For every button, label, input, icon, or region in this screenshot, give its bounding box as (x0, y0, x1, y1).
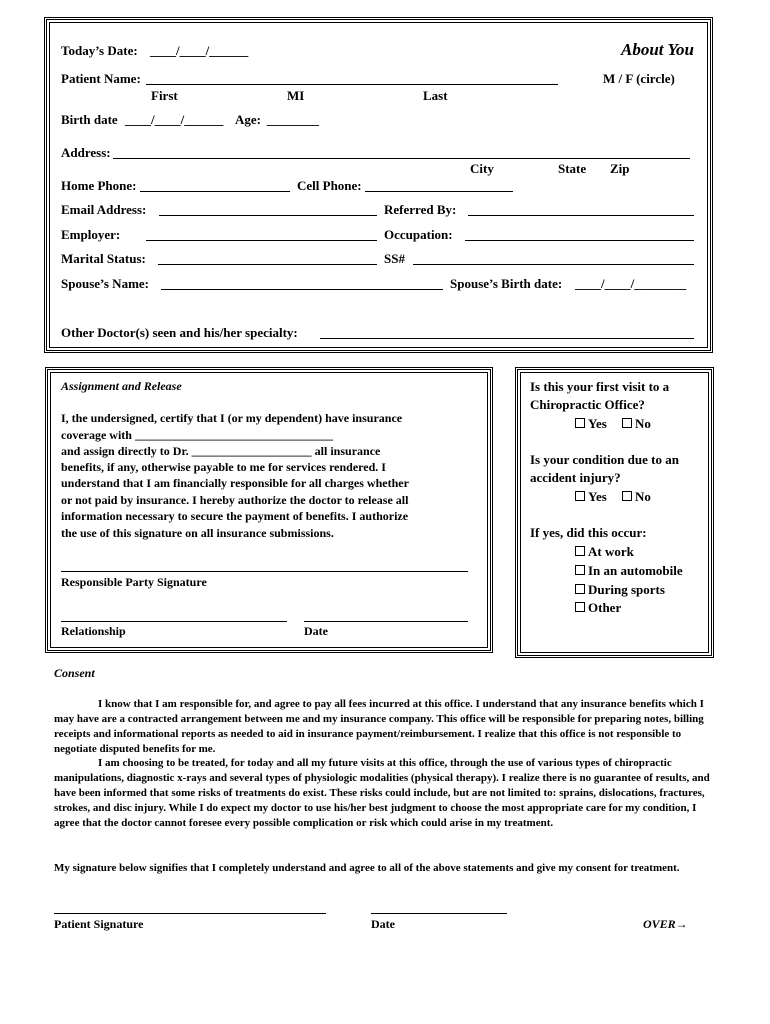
checkbox-icon (575, 565, 585, 575)
marital-status-label: Marital Status: (61, 251, 146, 266)
todays-date-label: Today’s Date: (61, 43, 138, 58)
assignment-text-line: and assign directly to Dr. ____________________ all insurance (61, 444, 381, 458)
assignment-text-line: I, the undersigned, certify that I (or my dependent) have insurance (61, 411, 403, 425)
yes-label: Yes (588, 489, 607, 504)
birth-date-label: Birth date (61, 112, 118, 127)
accident-question-cont: accident injury? (530, 470, 621, 485)
home-phone-field[interactable] (140, 191, 290, 192)
over-label: OVER→ (643, 917, 688, 931)
occupation-field[interactable] (465, 240, 694, 241)
other-doctor-label: Other Doctor(s) seen and his/her specialty: (61, 325, 298, 340)
at-work-checkbox[interactable] (575, 544, 634, 560)
first-visit-yes-checkbox[interactable] (575, 416, 607, 432)
relationship-label: Relationship (61, 624, 126, 638)
assignment-text-line: benefits, if any, otherwise payable to me for services rendered. I (61, 460, 386, 474)
checkbox-icon (575, 546, 585, 556)
assignment-text-line: understand that I am financially responsible for all charges whether (61, 476, 409, 490)
marital-status-field[interactable] (158, 264, 377, 265)
consent-paragraph-1 (54, 697, 718, 757)
no-label: No (635, 416, 651, 431)
assignment-text-line: information necessary to secure the payment of benefits. I authorize (61, 509, 409, 523)
consent-text: I know that I am responsible for, and agree to pay all fees incurred at this office. I understand that any insurance benefits which I may have are a contracted arrangement between me and my insurance company. This office will be responsible for preparing notes, billing receipts and informational reports as needed to aid in insurance payment/reimbursement. I realize that this office is not responsible to negotiate disputed benefits for me. (54, 698, 704, 755)
checkbox-icon (622, 491, 632, 501)
no-label: No (635, 489, 651, 504)
patient-signature-field[interactable] (54, 913, 326, 914)
consent-paragraph-2 (54, 756, 718, 831)
zip-caption: Zip (610, 161, 630, 176)
email-field[interactable] (159, 215, 377, 216)
checkbox-icon (575, 418, 585, 428)
first-name-caption: First (151, 88, 178, 103)
yes-label: Yes (588, 416, 607, 431)
other-label: Other (588, 600, 622, 615)
employer-field[interactable] (146, 240, 377, 241)
assignment-date-label: Date (304, 624, 328, 638)
sports-checkbox[interactable] (575, 582, 665, 598)
referred-by-field[interactable] (468, 215, 694, 216)
assignment-text-line: or not paid by insurance. I hereby authorize the doctor to release all (61, 493, 409, 507)
employer-label: Employer: (61, 227, 121, 242)
responsible-party-signature-field[interactable] (61, 571, 468, 572)
consent-date-field[interactable] (371, 913, 507, 914)
last-name-caption: Last (423, 88, 448, 103)
address-field[interactable] (113, 158, 690, 159)
checkbox-icon (575, 584, 585, 594)
patient-signature-label: Patient Signature (54, 917, 144, 931)
cell-phone-field[interactable] (365, 191, 513, 192)
consent-paragraph-3 (54, 861, 718, 876)
patient-name-field[interactable] (146, 84, 558, 85)
accident-no-checkbox[interactable] (622, 489, 651, 505)
consent-date-label: Date (371, 917, 395, 931)
assignment-text-line: coverage with _________________________________ (61, 428, 333, 442)
state-caption: State (558, 161, 587, 176)
occurrence-question: If yes, did this occur: (530, 525, 647, 540)
middle-initial-caption: MI (287, 88, 305, 103)
consent-text: I am choosing to be treated, for today and all my future visits at this office, through the use of various types of chiropractic manipulations, diagnostic x-rays and several types of physiologic modalities (physical therapy). I realize there is no guarantee of results, and have been informed that some risks of treatments do exist. These risks could include, but are not limited to: sprains, dislocations, fractures, strokes, and disc injury. While I do expect my doctor to use his/her best judgment to choose the most appropriate care for my condition, I agree that the doctor cannot foresee every possible complication or risk which could arise in my treatment. (54, 757, 710, 829)
birth-date-field[interactable]: ____/____/______ (125, 112, 224, 127)
consent-text: My signature below signifies that I completely understand and agree to all of the above statements and give my consent for treatment. (54, 862, 680, 874)
accident-yes-checkbox[interactable] (575, 489, 607, 505)
ssn-field[interactable] (413, 264, 694, 265)
age-field[interactable]: ________ (267, 112, 319, 127)
automobile-label: In an automobile (588, 563, 683, 578)
city-caption: City (470, 161, 494, 176)
home-phone-label: Home Phone: (61, 178, 137, 193)
checkbox-icon (622, 418, 632, 428)
first-visit-question-cont: Chiropractic Office? (530, 397, 645, 412)
sports-label: During sports (588, 582, 665, 597)
assignment-text-line: the use of this signature on all insurance submissions. (61, 526, 334, 540)
todays-date-field[interactable]: ____/____/______ (150, 43, 249, 58)
at-work-label: At work (588, 544, 634, 559)
consent-title: Consent (54, 666, 95, 680)
automobile-checkbox[interactable] (575, 563, 683, 579)
responsible-party-signature-label: Responsible Party Signature (61, 575, 207, 589)
patient-name-label: Patient Name: (61, 71, 141, 86)
occupation-label: Occupation: (384, 227, 453, 242)
checkbox-icon (575, 491, 585, 501)
address-label: Address: (61, 145, 111, 160)
accident-question: Is your condition due to an (530, 452, 679, 467)
about-you-title: About You (621, 40, 694, 59)
sex-circle-label: M / F (circle) (603, 71, 675, 86)
spouse-name-field[interactable] (161, 289, 443, 290)
other-checkbox[interactable] (575, 600, 621, 616)
ssn-label: SS# (384, 251, 405, 266)
cell-phone-label: Cell Phone: (297, 178, 362, 193)
spouse-birth-date-label: Spouse’s Birth date: (450, 276, 563, 291)
other-doctor-field[interactable] (320, 338, 694, 339)
first-visit-question: Is this your first visit to a (530, 379, 670, 394)
email-label: Email Address: (61, 202, 147, 217)
relationship-field[interactable] (61, 621, 287, 622)
first-visit-no-checkbox[interactable] (622, 416, 651, 432)
age-label: Age: (235, 112, 261, 127)
spouse-name-label: Spouse’s Name: (61, 276, 149, 291)
spouse-birth-date-field[interactable]: ____/____/________ (575, 276, 687, 291)
assignment-date-field[interactable] (304, 621, 468, 622)
assignment-title: Assignment and Release (61, 379, 182, 393)
referred-by-label: Referred By: (384, 202, 457, 217)
checkbox-icon (575, 602, 585, 612)
